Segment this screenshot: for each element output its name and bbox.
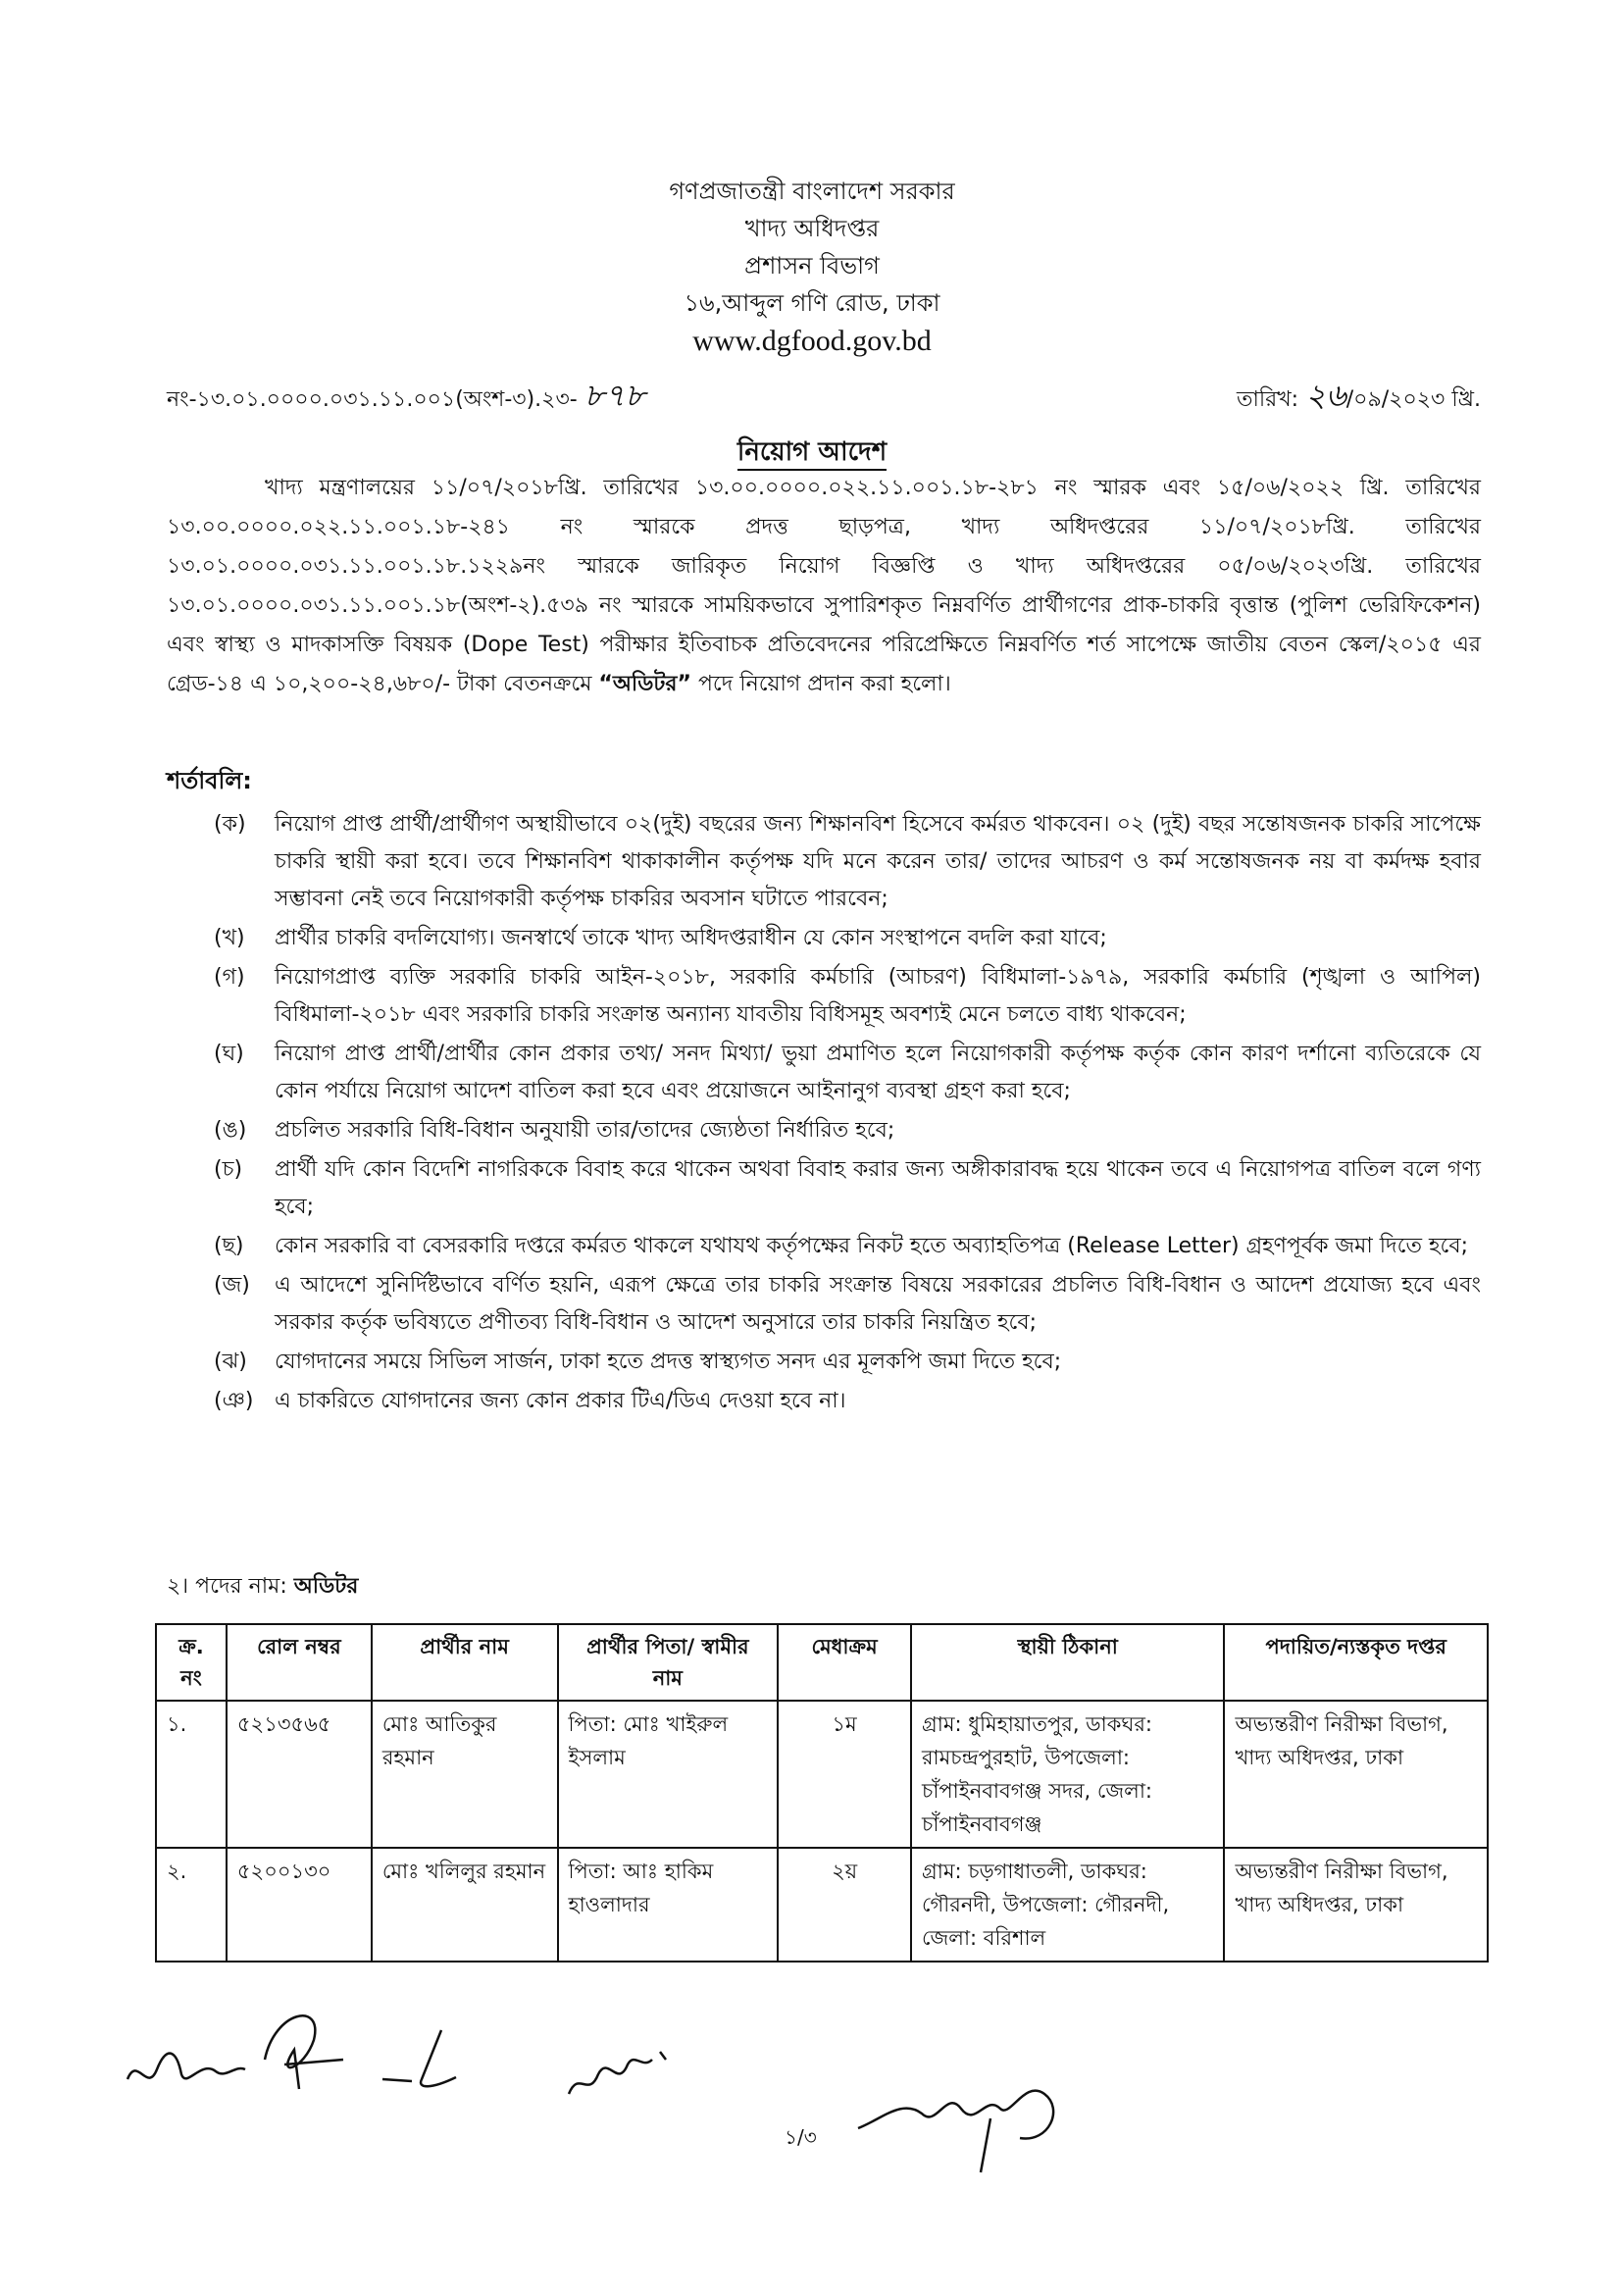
condition-text: প্রার্থী যদি কোন বিদেশি নাগরিককে বিবাহ করে থাকেন অথবা বিবাহ করার জন্য অঙ্গীকারাবদ্ধ হয়ে থাকেন তবে এ নিয়োগপত্র বাতিল বলে গণ্য হবে;: [275, 1157, 1481, 1219]
cell-name: মোঃ আতিকুর রহমান: [372, 1701, 558, 1848]
memo-number: [167, 371, 645, 424]
condition-item: [214, 1383, 1481, 1420]
column-header-name: প্রার্থীর নাম: [372, 1624, 558, 1701]
cell-posting: অভ্যন্তরীণ নিরীক্ষা বিভাগ, খাদ্য অধিদপ্তর, ঢাকা: [1224, 1701, 1488, 1848]
condition-text: নিয়োগপ্রাপ্ত ব্যক্তি সরকারি চাকরি আইন-২০১৮, সরকারি কর্মচারি (আচরণ) বিধিমালা-১৯৭৯, সরকারি কর্মচারি (শৃঙ্খলা ও আপিল) বিধিমালা-২০১৮ এবং সরকারি চাকরি সংক্রান্ত অন্যান্য যাবতীয় বিধিসমূহ অবশ্যই মেনে চলতে বাধ্য থাকবেন;: [275, 965, 1481, 1027]
condition-label: (জ): [214, 1273, 250, 1298]
date-label: তারিখ:: [1236, 387, 1299, 412]
column-header-merit: মেধাক্রম: [778, 1624, 911, 1701]
column-header-posting: পদায়িত/ন্যস্তকৃত দপ্তর: [1224, 1624, 1488, 1701]
condition-item: [214, 1228, 1481, 1265]
body-text-after: পদে নিয়োগ প্রদান করা হলো।: [690, 672, 951, 696]
condition-item: [214, 920, 1481, 957]
condition-label: (ঘ): [214, 1042, 244, 1066]
cell-roll: ৫২১৩৫৬৫: [227, 1701, 372, 1848]
signature-initial-4: [564, 2040, 672, 2109]
condition-item: [214, 1344, 1481, 1381]
office-name: খাদ্য অধিদপ্তর: [744, 215, 880, 242]
memo-handwritten-number: ৮৭৮: [584, 377, 646, 414]
body-text-before: খাদ্য মন্ত্রণালয়ের ১১/০৭/২০১৮খ্রি. তারিখের ১৩.০০.০০০০.০২২.১১.০০১.১৮-২৮১ নং স্মারক এবং ১৫/০৬/২০২২ খ্রি. তারিখের ১৩.০০.০০০০.০২২.১১.০০১.১৮-২৪১ নং স্মারকে প্রদত্ত ছাড়পত্র, খাদ্য অধিদপ্তরের ১১/০৭/২০১৮খ্রি. তারিখের ১৩.০১.০০০০.০৩১.১১.০০১.১৮.১২২৯নং স্মারকে জারিকৃত নিয়োগ বিজ্ঞপ্তি ও খাদ্য অধিদপ্তরের ০৫/০৬/২০২৩খ্রি. তারিখের ১৩.০১.০০০০.০৩১.১১.০০১.১৮(অংশ-২).৫৩৯ নং স্মারকে সাময়িকভাবে সুপারিশকৃত নিম্নবর্ণিত প্রার্থীগণের প্রাক-চাকরি বৃত্তান্ত (পুলিশ ভেরিফিকেশন) এবং স্বাস্থ্য ও মাদকাসক্তি বিষয়ক (Dope Test) পরীক্ষার ইতিবাচক প্রতিবেদনের পরিপ্রেক্ষিতে নিম্নবর্ণিত শর্ত সাপেক্ষে জাতীয় বেতন স্কেল/২০১৫ এর গ্রেড-১৪ এ ১০,২০০-২৪,৬৮০/- টাকা বেতনক্রমে: [167, 476, 1481, 696]
condition-item: [214, 806, 1481, 918]
condition-item: [214, 1151, 1481, 1226]
column-header-roll: রোল নম্বর: [227, 1624, 372, 1701]
memo-number-text: নং-১৩.০১.০০০০.০৩১.১১.০০১(অংশ-৩).২৩-: [167, 387, 578, 412]
column-header-serial: ক্র. নং: [156, 1624, 227, 1701]
document-title-text: নিয়োগ আদেশ: [737, 437, 887, 471]
memo-date: [1237, 371, 1481, 424]
page-number: ১/৩: [785, 2125, 817, 2149]
conditions-heading: শর্তাবলি:: [167, 767, 252, 794]
table-row: [156, 1701, 1488, 1848]
cell-merit: ২য়: [778, 1848, 911, 1962]
post-name-line: [167, 1569, 358, 1606]
condition-item: [214, 1267, 1481, 1342]
cell-address: গ্রাম: ধুমিহায়াতপুর, ডাকঘর: রামচন্দ্রপুরহাট, উপজেলা: চাঁপাইনবাবগঞ্জ সদর, জেলা: চাঁপাইনবাবগঞ্জ: [911, 1701, 1224, 1848]
condition-label: (চ): [214, 1157, 243, 1182]
office-address: ১৬,আব্দুল গণি রোড, ঢাকা: [684, 289, 940, 317]
cell-name: মোঃ খলিলুর রহমান: [372, 1848, 558, 1962]
condition-label: (ঞ): [214, 1389, 254, 1413]
column-header-address: স্থায়ী ঠিকানা: [911, 1624, 1224, 1701]
signature-main: [853, 2060, 1079, 2177]
cell-serial: ২.: [156, 1848, 227, 1962]
conditions-list: [214, 806, 1481, 1422]
body-paragraph: [167, 469, 1481, 704]
condition-label: (গ): [214, 965, 245, 990]
division-name: প্রশাসন বিভাগ: [744, 252, 880, 280]
condition-item: [214, 959, 1481, 1034]
date-rest: /০৯/২০২৩ খ্রি.: [1345, 387, 1481, 412]
cell-parent: পিতা: মোঃ খাইরুল ইসলাম: [558, 1701, 779, 1848]
condition-label: (ছ): [214, 1234, 244, 1258]
signature-initial-1: [123, 2040, 250, 2099]
table-header-row: [156, 1624, 1488, 1701]
cell-serial: ১.: [156, 1701, 227, 1848]
condition-text: এ চাকরিতে যোগদানের জন্য কোন প্রকার টিএ/ডিএ দেওয়া হবে না।: [275, 1389, 846, 1413]
condition-item: [214, 1036, 1481, 1110]
condition-text: কোন সরকারি বা বেসরকারি দপ্তরে কর্মরত থাকলে যথাযথ কর্তৃপক্ষের নিকট হতে অব্যাহতিপত্র (Release Letter) গ্রহণপূর্বক জমা দিতে হবে;: [275, 1234, 1468, 1258]
website-url: www.dgfood.gov.bd: [692, 325, 932, 357]
condition-text: নিয়োগ প্রাপ্ত প্রার্থী/প্রার্থীর কোন প্রকার তথ্য/ সনদ মিথ্যা/ ভুয়া প্রমাণিত হলে নিয়োগকারী কর্তৃপক্ষ কর্তৃক কোন কারণ দর্শানো ব্যতিরেকে যে কোন পর্যায়ে নিয়োগ আদেশ বাতিল করা হবে এবং প্রয়োজনে আইনানুগ ব্যবস্থা গ্রহণ করা হবে;: [275, 1042, 1481, 1103]
condition-text: যোগদানের সময়ে সিভিল সার্জন, ঢাকা হতে প্রদত্ত স্বাস্থ্যগত সনদ এর মূলকপি জমা দিতে হবে;: [275, 1350, 1062, 1374]
condition-text: প্রচলিত সরকারি বিধি-বিধান অনুযায়ী তার/তাদের জ্যেষ্ঠতা নির্ধারিত হবে;: [275, 1118, 895, 1143]
condition-label: (ক): [214, 812, 246, 837]
signature-initial-3: [373, 2020, 471, 2099]
post-name-prefix: ২। পদের নাম:: [167, 1574, 294, 1599]
condition-text: এ আদেশে সুনির্দিষ্টভাবে বর্ণিত হয়নি, এরূপ ক্ষেত্রে তার চাকরি সংক্রান্ত বিষয়ে সরকারের প্রচলিত বিধি-বিধান ও আদেশ প্রযোজ্য হবে এবং সরকার কর্তৃক ভবিষ্যতে প্রণীতব্য বিধি-বিধান ও আদেশ অনুসারে তার চাকরি নিয়ন্ত্রিত হবে;: [275, 1273, 1481, 1335]
condition-label: (খ): [214, 926, 245, 950]
post-name: অডিটর: [293, 1574, 359, 1599]
cell-parent: পিতা: আঃ হাকিম হাওলাদার: [558, 1848, 779, 1962]
condition-text: নিয়োগ প্রাপ্ত প্রার্থী/প্রার্থীগণ অস্থায়ীভাবে ০২(দুই) বছরের জন্য শিক্ষানবিশ হিসেবে কর্মরত থাকবেন। ০২ (দুই) বছর সন্তোষজনক চাকরি সাপেক্ষে চাকরি স্থায়ী করা হবে। তবে শিক্ষানবিশ থাকাকালীন কর্তৃপক্ষ যদি মনে করেন তার/ তাদের আচরণ ও কর্ম সন্তোষজনক নয় বা কর্মদক্ষ হবার সম্ভাবনা নেই তবে নিয়োগকারী কর্তৃপক্ষ চাকরির অবসান ঘটাতে পারবেন;: [275, 812, 1481, 911]
signature-initial-2: [245, 1991, 353, 2099]
date-handwritten-day: ২৬: [1305, 377, 1346, 414]
condition-label: (ঝ): [214, 1350, 247, 1374]
cell-roll: ৫২০০১৩০: [227, 1848, 372, 1962]
condition-text: প্রার্থীর চাকরি বদলিযোগ্য। জনস্বার্থে তাকে খাদ্য অধিদপ্তরাধীন যে কোন সংস্থাপনে বদলি করা যাবে;: [275, 926, 1107, 950]
condition-label: (ঙ): [214, 1118, 247, 1143]
candidate-table: [155, 1623, 1489, 1963]
cell-merit: ১ম: [778, 1701, 911, 1848]
column-header-parent: প্রার্থীর পিতা/ স্বামীর নাম: [558, 1624, 779, 1701]
letterhead: [0, 173, 1624, 361]
body-post-name: “অডিটর”: [598, 672, 691, 696]
table-row: [156, 1848, 1488, 1962]
government-name: গণপ্রজাতন্ত্রী বাংলাদেশ সরকার: [669, 178, 955, 205]
cell-address: গ্রাম: চড়গাধাতলী, ডাকঘর: গৌরনদী, উপজেলা: গৌরনদী, জেলা: বরিশাল: [911, 1848, 1224, 1962]
cell-posting: অভ্যন্তরীণ নিরীক্ষা বিভাগ, খাদ্য অধিদপ্তর, ঢাকা: [1224, 1848, 1488, 1962]
condition-item: [214, 1112, 1481, 1149]
